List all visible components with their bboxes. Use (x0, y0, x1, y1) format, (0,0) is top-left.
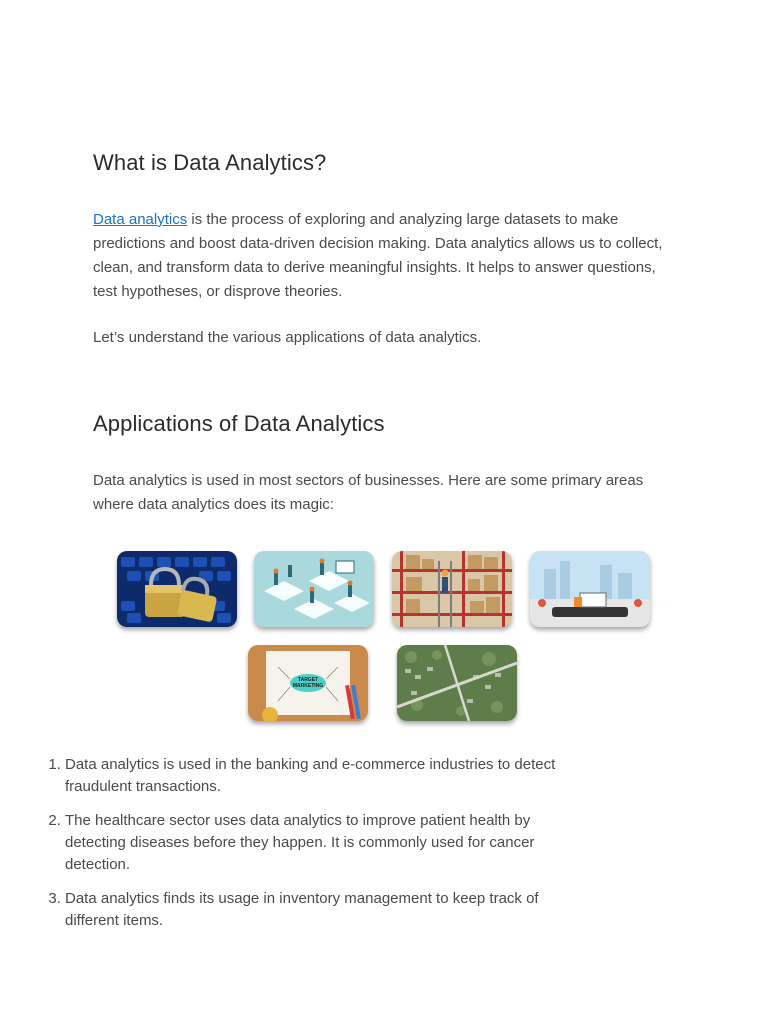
list-item: 1. Data analytics is used in the banking and e-commerce industries to detect fraudulent transactions. (65, 754, 595, 798)
aerial-city-map-illustration (397, 645, 517, 721)
business-people-isometric-image (254, 551, 374, 627)
target-marketing-illustration (248, 645, 368, 721)
applications-intro-paragraph: Data analytics is used in most sectors of businesses. Here are some primary areas where data analytics does its magic: (93, 472, 644, 513)
heading-applications: Applications of Data Analytics (93, 411, 385, 436)
intro-paragraph (93, 208, 668, 304)
followup-paragraph: Let’s understand the various applications of data analytics. (93, 329, 482, 346)
target-marketing-label: TARGET (297, 677, 319, 683)
delivery-truck-phone-illustration (530, 551, 650, 627)
data-analytics-link[interactable]: Data analytics (93, 211, 188, 228)
target-marketing-image (248, 645, 368, 721)
heading-what-is-data-analytics: What is Data Analytics? (93, 150, 327, 175)
security-lock-keyboard-illustration (117, 551, 237, 627)
aerial-city-map-image (397, 645, 517, 721)
svg-text:MARKETING: MARKETING (292, 683, 324, 689)
list-item: 2. The healthcare sector uses data analytics to improve patient health by detecting diseases before they happen. It is commonly used for cancer detection. (65, 810, 595, 876)
business-people-isometric-illustration (254, 551, 374, 627)
intro-paragraph-text: is the process of exploring and analyzing large datasets to make predictions and boost data-driven decision making. Data analytics allows us to collect, clean, and transform data to derive meaningful insights. It helps to answer questions, test hypotheses, or disprove theories. (93, 211, 663, 300)
warehouse-inventory-illustration (392, 551, 512, 627)
applications-list (41, 754, 595, 944)
warehouse-inventory-image (392, 551, 512, 627)
security-lock-keyboard-image (117, 551, 237, 627)
delivery-truck-phone-image (530, 551, 650, 627)
list-item: 3. Data analytics finds its usage in inventory management to keep track of different items. (65, 888, 595, 932)
